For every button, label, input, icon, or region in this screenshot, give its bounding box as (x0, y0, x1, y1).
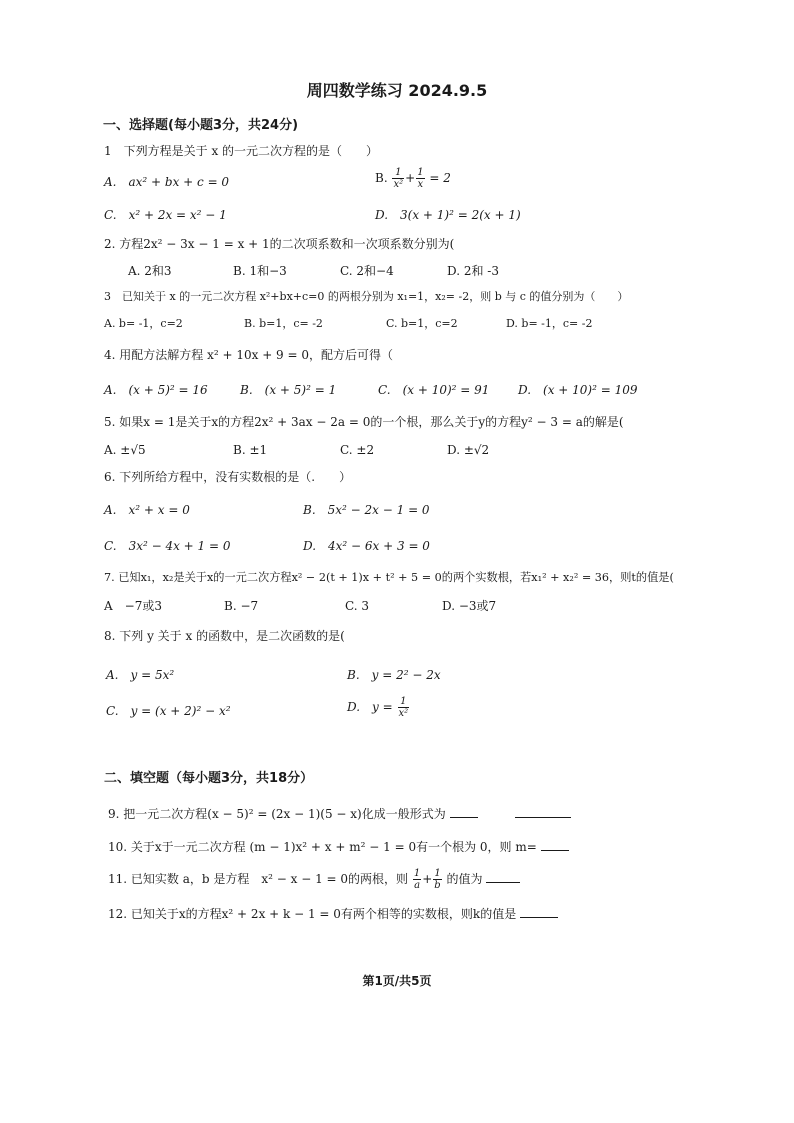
fraction: $\frac{1}{\text{x²}}$ (398, 696, 409, 719)
question-6-stem: 6. 下列所给方程中，没有实数根的是（. ） (104, 470, 352, 484)
question-4-option-b: B. (x + 5)² = 1 (240, 383, 337, 397)
question-3-option-b: B. b=1，c= -2 (244, 317, 323, 330)
fraction: $\frac{1}{x}$ (417, 167, 424, 190)
answer-blank (450, 805, 478, 818)
answer-blank (520, 905, 558, 918)
section-heading-fill-blank: 二、填空题（每小题3分，共18分） (104, 771, 314, 786)
question-5-option-a: A. ±√5 (104, 443, 146, 457)
page-footer: 第1页/共5页 (362, 974, 432, 988)
question-2-option-d: D. 2和 -3 (447, 264, 499, 278)
question-8-option-d: D. y = $\frac{1}{\text{x²}}$ (347, 696, 409, 719)
question-5-stem: 5. 如果x = 1是关于x的方程2x² + 3ax − 2a = 0的一个根，那么关于y的方程y² − 3 = a的解是( (104, 415, 624, 429)
question-11: 11. 已知实数 a，b 是方程 x² − x − 1 = 0的两根，则 $\frac{1}{a}$ + $\frac{1}{b}$ 的值为 (108, 868, 520, 891)
question-8-option-a: A. y = 5x² (106, 668, 175, 682)
question-7-option-a: A −7或3 (104, 599, 162, 613)
question-7-option-b: B. −7 (224, 599, 259, 613)
question-6-option-a: A. x² + x = 0 (104, 503, 190, 517)
answer-blank (541, 838, 569, 851)
answer-blank (515, 805, 571, 818)
question-1-stem: 1 下列方程是关于 x 的一元二次方程的是（ ） (104, 144, 379, 158)
question-3-option-d: D. b= -1，c= -2 (506, 317, 593, 330)
question-2-option-c: C. 2和−4 (340, 264, 394, 278)
question-6-option-c: C. 3x² − 4x + 1 = 0 (104, 539, 231, 553)
question-6-option-d: D. 4x² − 6x + 3 = 0 (303, 539, 430, 553)
question-1-option-d: D. 3(x + 1)² = 2(x + 1) (375, 208, 521, 222)
question-7-option-d: D. −3或7 (442, 599, 497, 613)
question-7-option-c: C. 3 (345, 599, 370, 613)
page-title: 周四数学练习 2024.9.5 (306, 81, 488, 100)
fraction: $\frac{1}{\text{x²}}$ (393, 167, 404, 190)
question-12: 12. 已知关于x的方程x² + 2x + k − 1 = 0有两个相等的实数根，则k的值是 (108, 905, 558, 922)
question-8-option-b: B. y = 2² − 2x (347, 668, 441, 682)
question-8-option-c: C. y = (x + 2)² − x² (106, 704, 231, 718)
question-1-option-b: B. $\frac{1}{\text{x²}}$ + $\frac{1}{x}$ = 2 (375, 167, 451, 190)
question-10: 10. 关于x于一元二次方程 (m − 1)x² + x + m² − 1 = 0有一个根为 0，则 m= (108, 838, 569, 855)
fraction: $\frac{1}{b}$ (434, 868, 441, 891)
question-8-stem: 8. 下列 y 关于 x 的函数中，是二次函数的是( (104, 629, 345, 643)
question-6-option-b: B. 5x² − 2x − 1 = 0 (303, 503, 430, 517)
question-4-stem: 4. 用配方法解方程 x² + 10x + 9 = 0，配方后可得（ (104, 348, 394, 362)
question-4-option-d: D. (x + 10)² = 109 (518, 383, 638, 397)
question-7-stem: 7. 已知x₁，x₂是关于x的一元二次方程x² − 2(t + 1)x + t² + 5 = 0的两个实数根，若x₁² + x₂² = 36，则t的值是( (104, 571, 674, 584)
fraction: $\frac{1}{a}$ (413, 868, 421, 891)
question-5-option-b: B. ±1 (233, 443, 268, 457)
question-4-option-c: C. (x + 10)² = 91 (378, 383, 490, 397)
question-2-option-a: A. 2和3 (128, 264, 172, 278)
question-3-option-a: A. b= -1，c=2 (104, 317, 183, 330)
question-4-option-a: A. (x + 5)² = 16 (104, 383, 208, 397)
section-heading-choice: 一、选择题(每小题3分，共24分) (103, 118, 299, 133)
question-2-option-b: B. 1和−3 (233, 264, 287, 278)
question-2-stem: 2. 方程2x² − 3x − 1 = x + 1的二次项系数和一次项系数分别为( (104, 237, 455, 251)
question-5-option-c: C. ±2 (340, 443, 375, 457)
answer-blank (486, 870, 520, 883)
question-1-option-a: A. ax² + bx + c = 0 (104, 175, 230, 189)
question-1-option-c: C. x² + 2x = x² − 1 (104, 208, 227, 222)
question-9: 9. 把一元二次方程(x − 5)² = (2x − 1)(5 − x)化成一般形式为 (108, 805, 571, 822)
question-5-option-d: D. ±√2 (447, 443, 490, 457)
question-3-stem: 3 已知关于 x 的一元二次方程 x²+bx+c=0 的两根分别为 x₁=1，x₂= -2，则 b 与 c 的值分别为（ ） (104, 290, 629, 303)
question-3-option-c: C. b=1，c=2 (386, 317, 458, 330)
